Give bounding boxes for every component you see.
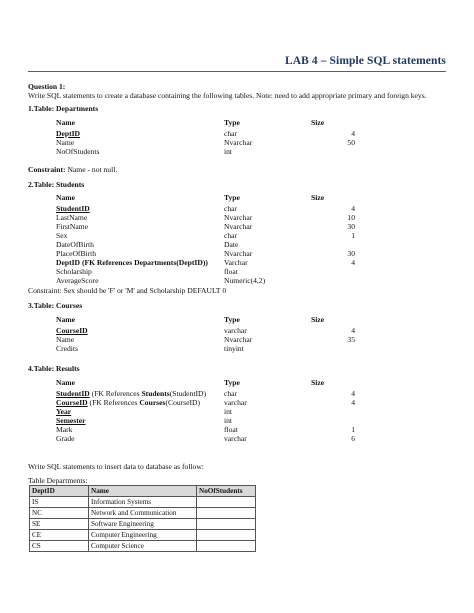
field-size: 4 <box>351 389 355 398</box>
page-title: LAB 4 – Simple SQL statements <box>284 55 446 67</box>
column-header: DeptID <box>30 486 89 497</box>
field-name: NoOfStudents <box>56 147 100 156</box>
field-name: AverageScore <box>56 276 99 285</box>
field-size: 30 <box>347 222 355 231</box>
table-cell: CE <box>30 530 89 541</box>
students-col-type: Type <box>224 193 240 202</box>
field-name: StudentID <box>56 204 90 213</box>
field-name: DateOfBirth <box>56 240 94 249</box>
field-size: 30 <box>347 249 355 258</box>
table-cell: Information Systems <box>89 497 197 508</box>
field-name: Name <box>56 138 75 147</box>
field-type: varchar <box>224 326 247 335</box>
field-name: FirstName <box>56 222 89 231</box>
courses-col-type: Type <box>224 315 240 324</box>
field-name: CourseID <box>56 326 88 335</box>
table-cell: SE <box>30 519 89 530</box>
field-size: 4 <box>351 204 355 213</box>
field-name: Name <box>56 335 75 344</box>
field-name: DeptID (FK References Departments(DeptID)) <box>56 258 208 267</box>
field-type: Nvarchar <box>224 213 253 222</box>
field-name: Mark <box>56 425 73 434</box>
table-cell: Computer Engineering <box>89 530 197 541</box>
field-type: varchar <box>224 434 247 443</box>
table-header-row <box>30 486 256 497</box>
students-col-name: Name <box>56 193 75 202</box>
results-title: 4.Table: Results <box>28 364 80 373</box>
field-key: CourseID <box>56 398 88 407</box>
field-name <box>56 398 200 407</box>
field-type: Date <box>224 240 239 249</box>
question-heading: Question 1: <box>28 82 66 91</box>
fk-table: Courses <box>139 398 166 407</box>
table-cell <box>197 530 256 541</box>
field-type: char <box>224 204 238 213</box>
dept-table-caption: Table Departments: <box>28 476 88 485</box>
field-type: int <box>224 416 233 425</box>
courses-col-name: Name <box>56 315 75 324</box>
table-cell <box>197 519 256 530</box>
departments-col-name: Name <box>56 118 75 127</box>
field-size: 4 <box>351 258 355 267</box>
table-cell: Network and Communication <box>89 508 197 519</box>
fk-text: (FK References <box>87 398 140 407</box>
departments-col-type: Type <box>224 118 240 127</box>
table-cell <box>197 541 256 552</box>
question-instruction: Write SQL statements to create a database containing the following tables. Note: need to add appropriate primary and foreign keys. <box>28 91 427 100</box>
field-size: 1 <box>351 425 355 434</box>
field-size: 4 <box>351 326 355 335</box>
field-type: Numeric(4,2) <box>224 276 266 285</box>
departments-data-table <box>29 485 256 552</box>
results-col-type: Type <box>224 378 240 387</box>
field-type: char <box>224 231 238 240</box>
table-cell: Computer Science <box>89 541 197 552</box>
field-name: Credits <box>56 344 78 353</box>
table-row <box>30 497 256 508</box>
students-col-size: Size <box>311 193 325 202</box>
results-col-name: Name <box>56 378 75 387</box>
fk-column: (CourseID) <box>165 398 201 407</box>
students-constraint: Constraint: Sex should be 'F' or 'M' and Scholarship DEFAULT 0 <box>28 286 227 295</box>
field-size: 4 <box>351 129 355 138</box>
table-row <box>30 519 256 530</box>
column-header: NoOfStudents <box>197 486 256 497</box>
field-name: DeptID <box>56 129 81 138</box>
field-size: 6 <box>351 434 355 443</box>
field-type: char <box>224 129 238 138</box>
field-size: 4 <box>351 398 355 407</box>
field-size: 1 <box>351 231 355 240</box>
table-cell: Software Engineering <box>89 519 197 530</box>
header-rule <box>28 71 446 72</box>
field-name: Year <box>56 407 72 416</box>
field-type: varchar <box>224 398 247 407</box>
students-title: 2.Table: Students <box>28 180 85 189</box>
courses-title: 3.Table: Courses <box>28 301 83 310</box>
field-type: Nvarchar <box>224 222 253 231</box>
field-type: int <box>224 407 233 416</box>
table-cell: IS <box>30 497 89 508</box>
field-type: tinyint <box>224 344 244 353</box>
insert-instruction: Write SQL statements to insert data to database as follow: <box>28 462 204 471</box>
field-type: Varchar <box>224 258 248 267</box>
field-size: 50 <box>347 138 355 147</box>
field-name: Grade <box>56 434 75 443</box>
departments-title: 1.Table: Departments <box>28 104 99 113</box>
departments-col-size: Size <box>311 118 325 127</box>
constraint-label: Constraint: <box>28 165 66 174</box>
field-type: float <box>224 425 238 434</box>
departments-constraint <box>28 165 117 174</box>
fk-column: (StudentID) <box>169 389 206 398</box>
constraint-text: Name - not null. <box>65 165 118 174</box>
table-cell: CS <box>30 541 89 552</box>
field-name: Scholarship <box>56 267 92 276</box>
field-name: Semester <box>56 416 86 425</box>
fk-table: Students <box>141 389 170 398</box>
field-type: Nvarchar <box>224 335 253 344</box>
field-name: LastName <box>56 213 88 222</box>
courses-col-size: Size <box>311 315 325 324</box>
field-key: StudentID <box>56 389 90 398</box>
field-name <box>56 389 206 398</box>
field-name: PlaceOfBirth <box>56 249 97 258</box>
field-size: 35 <box>347 335 355 344</box>
field-type: Nvarchar <box>224 249 253 258</box>
fk-text: (FK References <box>89 389 142 398</box>
table-cell <box>197 497 256 508</box>
column-header: Name <box>89 486 197 497</box>
field-type: char <box>224 389 238 398</box>
table-row <box>30 530 256 541</box>
field-type: Nvarchar <box>224 138 253 147</box>
table-cell: NC <box>30 508 89 519</box>
table-row <box>30 541 256 552</box>
field-type: float <box>224 267 238 276</box>
results-col-size: Size <box>311 378 325 387</box>
field-type: int <box>224 147 233 156</box>
table-cell <box>197 508 256 519</box>
field-size: 10 <box>347 213 355 222</box>
table-row <box>30 508 256 519</box>
field-name: Sex <box>56 231 68 240</box>
